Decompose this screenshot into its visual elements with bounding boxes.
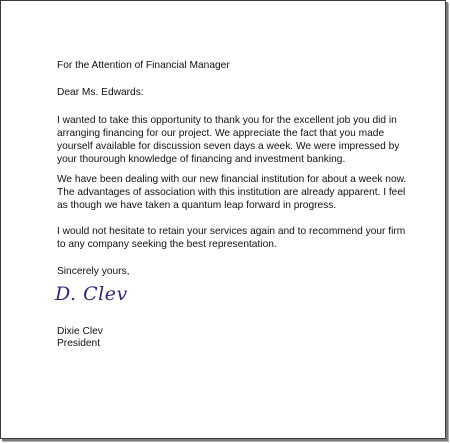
paragraph-2: We have been dealing with our new financial institution for about a week now. The advantages of association with this institution are already apparent. I feel as though we have taken a quantum leap forward in progress. bbox=[57, 174, 407, 211]
closing: Sincerely yours, bbox=[57, 266, 130, 277]
attention-line: For the Attention of Financial Manager bbox=[57, 60, 230, 71]
sender-name: Dixie Clev bbox=[57, 326, 103, 337]
salutation: Dear Ms. Edwards: bbox=[57, 87, 144, 98]
handwritten-signature: D. Clev bbox=[55, 283, 128, 305]
paragraph-3: I would not hesitate to retain your services again and to recommend your firm to any company seeking the best representation. bbox=[57, 226, 406, 250]
sender-title: President bbox=[57, 338, 101, 349]
paragraph-1: I wanted to take this opportunity to thank you for the excellent job you did in arranging financing for our project. We appreciate the fact that you made yourself available for discussion seven days a week. We were impressed by your thourough knowledge of financing and investment banking. bbox=[57, 115, 400, 165]
